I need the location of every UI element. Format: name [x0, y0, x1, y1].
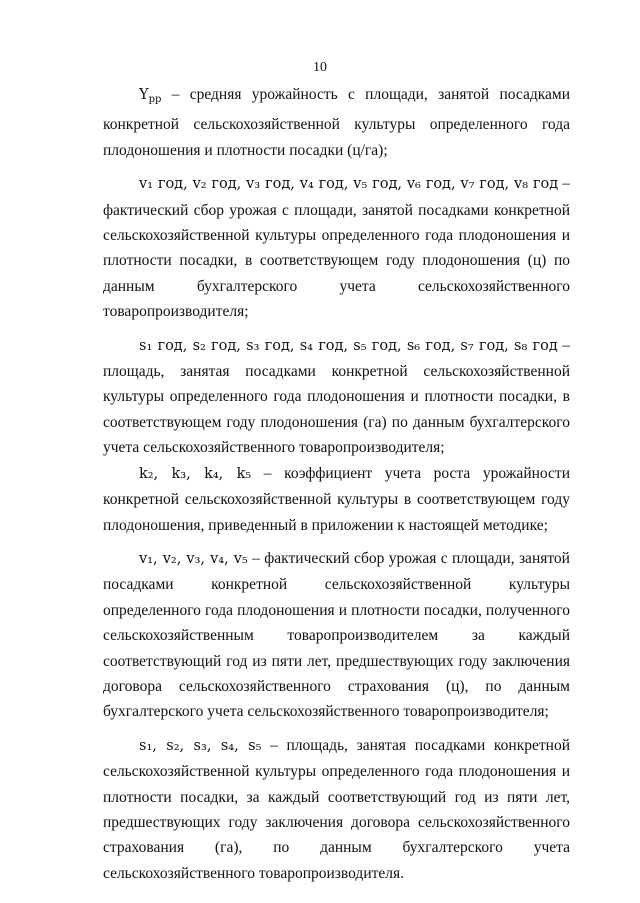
page-number: 10 [313, 60, 327, 75]
definition-text: – средняя урожайность с площади, занятой посадками конкретной сельскохозяйственной культуры определенного года плодоношения и плотности посадки (ц/га); [103, 86, 570, 159]
definition-paragraph-area-five-years [103, 733, 570, 886]
definition-text: – площадь, занятая посадками конкретной сельскохозяйственной культуры определенного года плодоношения и плотности посадки, в соответствующем году плодоношения (га) по данным бухгалтерского учета сельскохозяйственного товаропроизводителя; [103, 336, 570, 457]
definition-paragraph-harvest-by-year [103, 171, 570, 324]
definition-paragraph-coefficient [103, 461, 570, 538]
definition-text: – площадь, занятая посадками конкретной сельскохозяйственной культуры определенного года плодоношения и плотности посадки, за каждый соответствующий год из пяти лет, предшествующих году заключения договора сельскохозяйственного страхования (га), по данным бухгалтерского учета сельскохозяйственного товаропроизводителя. [103, 736, 570, 882]
definition-paragraph-area-by-year [103, 333, 570, 461]
symbols-s-year: s₁ год, s₂ год, s₃ год, s₄ год, s₅ год, s₆ год, s₇ год, s₈ год [139, 337, 558, 354]
definition-paragraph-harvest-five-years [103, 546, 570, 725]
symbols-v: v₁, v₂, v₃, v₄, v₅ [139, 550, 248, 567]
symbols-s: s₁, s₂, s₃, s₄, s₅ [139, 737, 262, 754]
symbols-k: k₂, k₃, k₄, k₅ [139, 465, 252, 482]
symbol-y-rr: $Y_{рр}$ [139, 87, 162, 105]
definition-text: – фактический сбор урожая с площади, занятой посадками конкретной сельскохозяйственной культуры определенного года плодоношения и плотности посадки, полученного сельскохозяйственным товаропроизводителем за каждый соответствующий год из пяти лет, предшествующих году заключения договора сельскохозяйственного страхования (ц), по данным бухгалтерского учета сельскохозяйственного товаропроизводителя; [103, 549, 570, 721]
definition-text: – коэффициент учета роста урожайности конкретной сельскохозяйственной культуры в соответствующем году плодоношения, приведенный в приложении к настоящей методике; [103, 464, 570, 534]
symbols-v-year: v₁ год, v₂ год, v₃ год, v₄ год, v₅ год, v₆ год, v₇ год, v₈ год [139, 176, 559, 193]
definition-paragraph-yield [103, 82, 570, 163]
document-body [103, 82, 570, 886]
definition-text: – фактический сбор урожая с площади, занятой посадками конкретной сельскохозяйственной культуры определенного года плодоношения и плотности посадки, в соответствующем году плодоношения (ц) по данным бухгалтерского учета сельскохозяйственного товаропроизводителя; [103, 175, 570, 321]
